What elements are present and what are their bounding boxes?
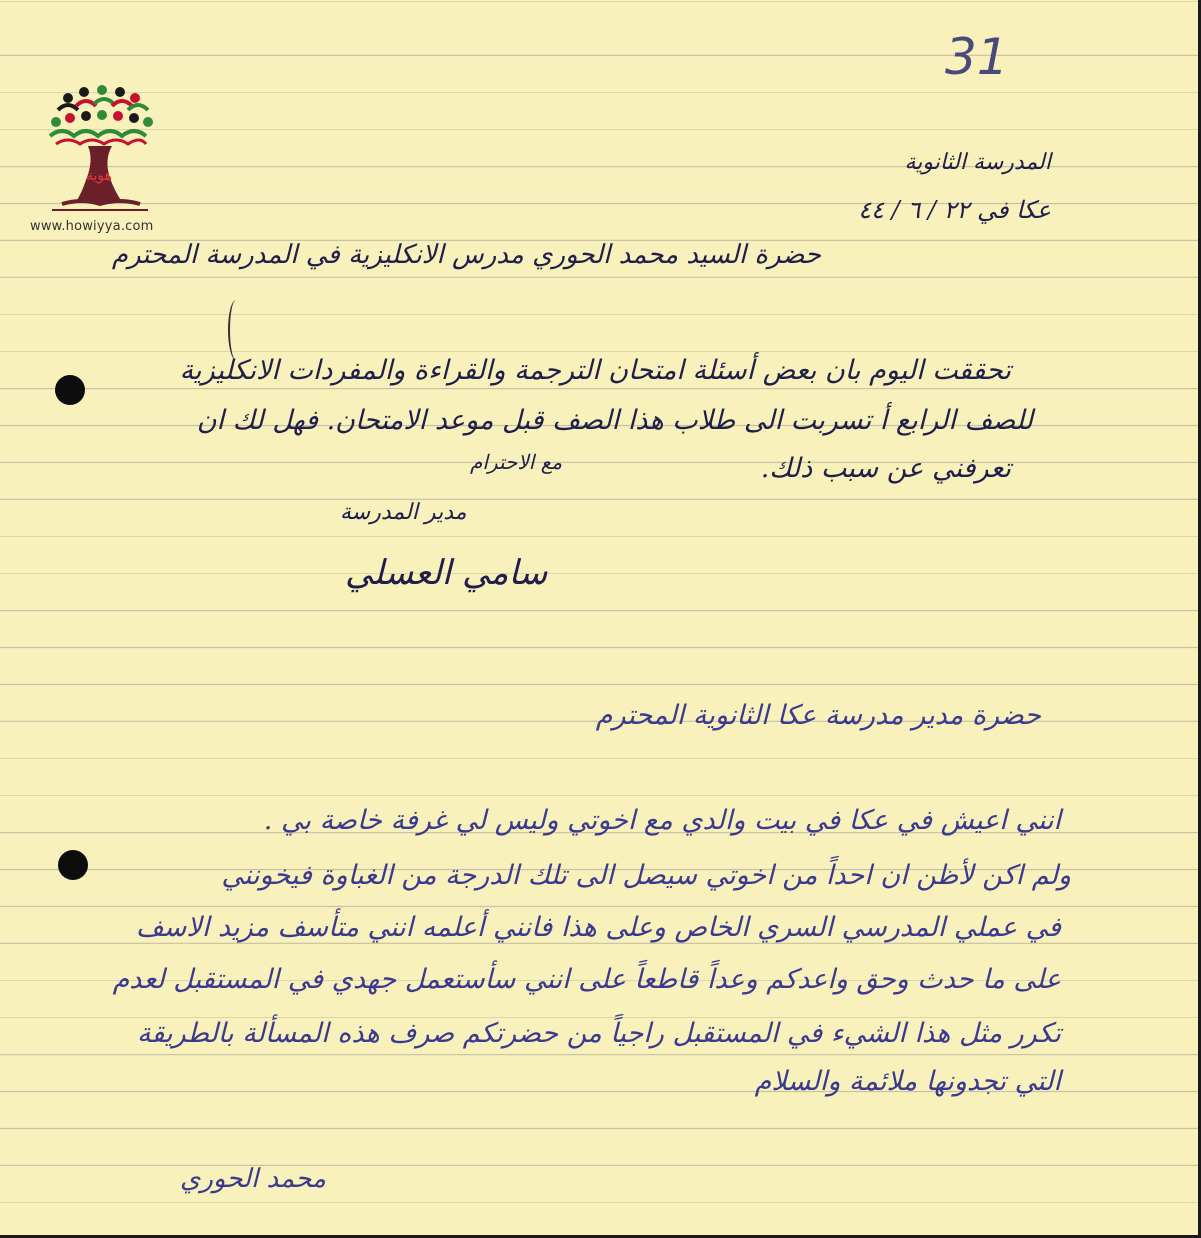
svg-text:هوية: هوية [86,168,113,184]
memo-body-line: تعرفني عن سبب ذلك. [760,453,1011,484]
memo-school: المدرسة الثانوية [904,150,1051,175]
reply-body-line: انني اعيش في عكا في بيت والدي مع اخوتي وليس لي غرفة خاصة بي . [263,805,1061,836]
reply-heading: حضرة مدير مدرسة عكا الثانوية المحترم [595,700,1041,731]
bracket-mark [228,300,244,360]
memo-place-date: عكا في ٢٢ / ٦ / ٤٤ [858,196,1051,224]
memo-closing: مع الاحترام [470,450,563,474]
memo-signature-title: مدير المدرسة [340,500,467,525]
page-number: 31 [945,28,1009,86]
reply-body-line: ولم اكن لأظن ان احداً من اخوتي سيصل الى تلك الدرجة من الغباوة فيخونني [221,860,1071,891]
memo-body-line: للصف الرابع أ تسربت الى طلاب هذا الصف قبل موعد الامتحان. فهل لك ان [196,405,1033,436]
reply-body-line: التي تجدونها ملائمة والسلام [754,1066,1061,1097]
punch-hole-bottom [58,850,88,880]
reply-body-line: في عملي المدرسي السري الخاص وعلى هذا فانني أعلمه انني متأسف مزيد الاسف [135,912,1061,943]
reply-signature: محمد الحوري [180,1164,326,1194]
punch-hole-top [55,375,85,405]
logo-url-text: www.howiyya.com [30,219,154,234]
memo-signature-name: سامي العسلي [345,553,548,593]
memo-body-line: تحققت اليوم بان بعض أسئلة امتحان الترجمة والقراءة والمفردات الانكليزية [179,355,1011,386]
reply-body-line: على ما حدث وحق واعدكم وعداً قاطعاً على انني سأستعمل جهدي في المستقبل لعدم [112,964,1061,995]
memo-addressee: حضرة السيد محمد الحوري مدرس الانكليزية في المدرسة المحترم [111,240,821,270]
howiyya-logo [22,80,172,240]
reply-body-line: تكرر مثل هذا الشيء في المستقبل راجياً من حضرتكم صرف هذه المسألة بالطريقة [137,1018,1061,1049]
